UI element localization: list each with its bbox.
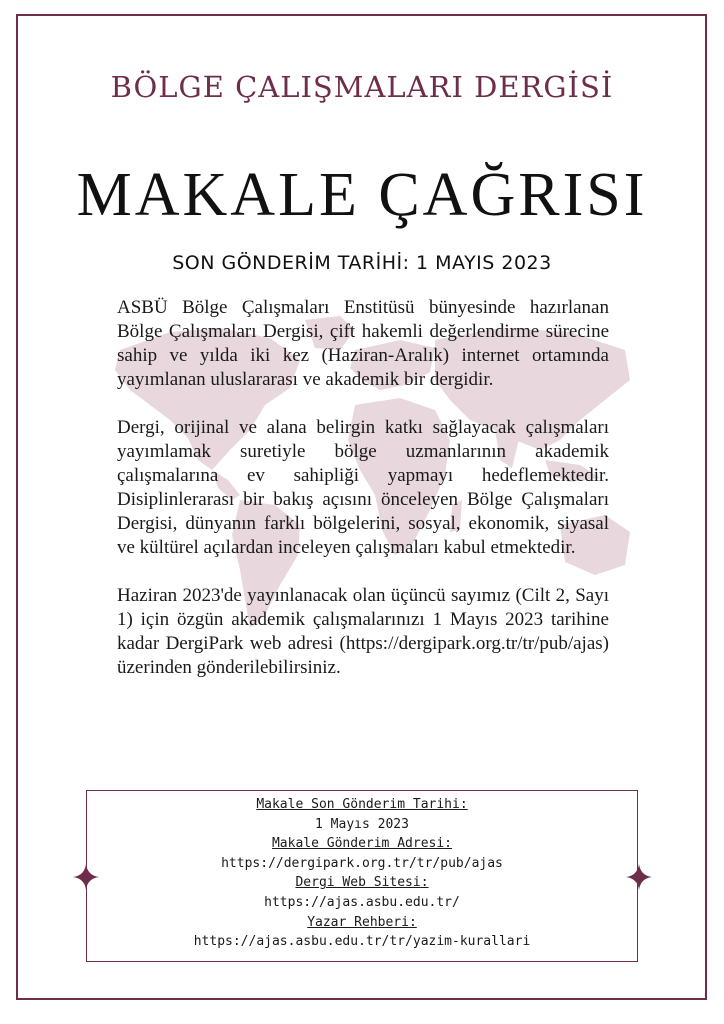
website-label: Dergi Web Sitesi: (295, 875, 429, 891)
author-guide-label: Yazar Rehberi: (307, 914, 417, 930)
deadline-label: Makale Son Gönderim Tarihi: (256, 797, 468, 812)
info-box (86, 790, 638, 962)
body-text (117, 296, 609, 704)
paragraph-aims: Dergi, orijinal ve alana belirgin katkı sağlayacak çalışmaları yayımlamak suretiyle bölge uzmanlarının akademik çalışmalarına ev sahipliği yapmayı hedeflemektedir. Disiplinlerarası bir bakış açısını önceleyen Bölge Çalışmaları Dergisi, dünyanın farklı bölgelerini, sosyal, ekonomik, siyasal ve kültürel açılardan inceleyen çalışmaları kabul etmektedir. (117, 417, 609, 558)
journal-title: BÖLGE ÇALIŞMALARI DERGİSİ (110, 70, 614, 104)
author-guide-link[interactable]: https://ajas.asbu.edu.tr/tr/yazim-kurallari (193, 934, 531, 950)
paragraph-submission: Haziran 2023'de yayınlanacak olan üçüncü sayımız (Cilt 2, Sayı 1) için özgün akademik çalışmalarınızı 1 Mayıs 2023 tarihine kadar DergiPark web adresi (https://dergipark.org.tr/tr/pub/ajas) üzerinden gönderilebilirsiniz. (117, 585, 609, 678)
paragraph-intro: ASBÜ Bölge Çalışmaları Enstitüsü bünyesinde hazırlanan Bölge Çalışmaları Dergisi, çift hakemli değerlendirme sürecine sahip ve yılda iki kez (Haziran-Aralık) internet ortamında yayımlanan uluslararası ve akademik bir dergidir. (117, 297, 609, 390)
call-for-papers-title: MAKALE ÇAĞRISI (76, 161, 648, 229)
deadline-heading: SON GÖNDERİM TARİHİ: 1 MAYIS 2023 (172, 252, 552, 274)
submission-address-label: Makale Gönderim Adresi: (271, 836, 452, 852)
website-link[interactable]: https://ajas.asbu.edu.tr/ (264, 894, 460, 910)
deadline-value: 1 Mayıs 2023 (315, 816, 409, 832)
submission-address-link[interactable]: https://dergipark.org.tr/tr/pub/ajas (221, 855, 503, 871)
four-point-star-icon (626, 864, 652, 890)
four-point-star-icon (73, 864, 99, 890)
